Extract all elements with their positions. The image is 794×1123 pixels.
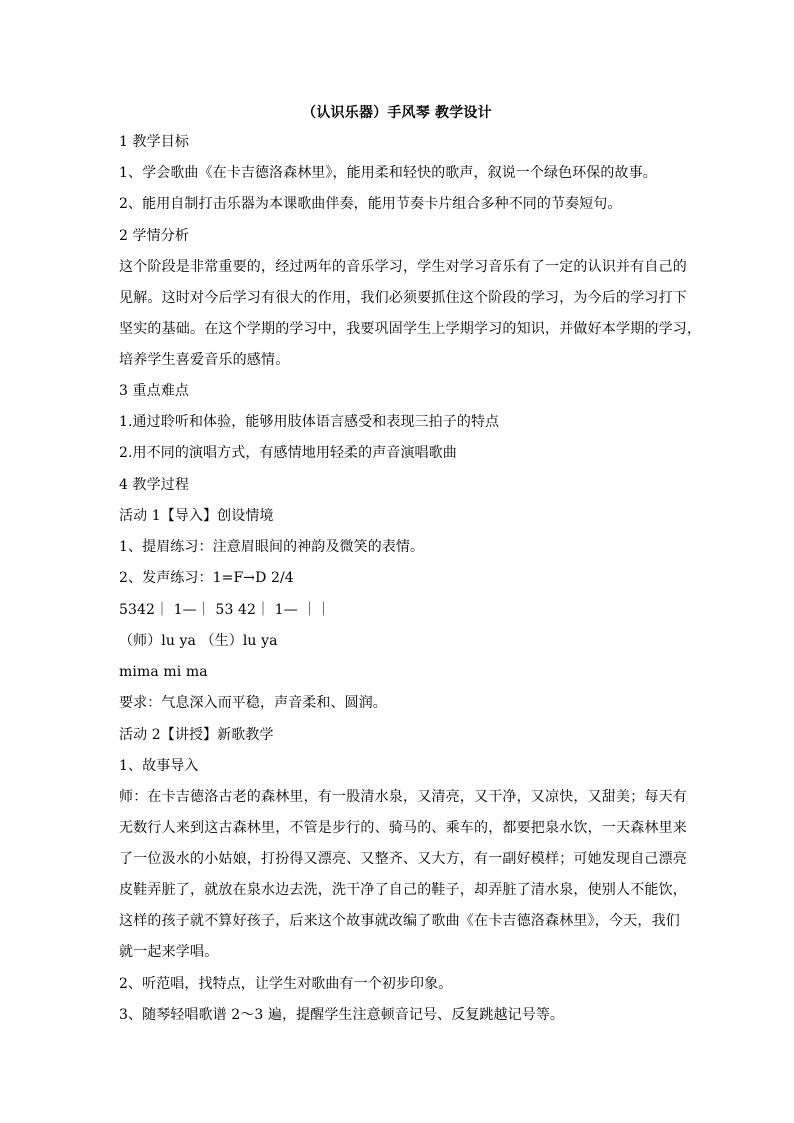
paragraph-line: 无数行人来到这古森林里，不管是步行的、骑马的、乘车的，都要把泉水饮，一天森林里来	[119, 820, 687, 836]
paragraph-line: 这个阶段是非常重要的，经过两年的音乐学习，学生对学习音乐有了一定的认识并有自己的	[119, 259, 687, 275]
story-intro-heading: 1、故事导入	[119, 758, 199, 774]
section-heading-student-analysis: 2 学情分析	[119, 228, 189, 244]
key-point-2: 2.用不同的演唱方式，有感情地用轻柔的声音演唱歌曲	[119, 445, 457, 461]
paragraph-line: 坚实的基础。在这个学期的学习中，我要巩固学生上学期学习的知识，并做好本学期的学习，	[119, 321, 702, 337]
document-title: （认识乐器）手风琴 教学设计	[302, 105, 492, 121]
paragraph-line: 见解。这时对今后学习有很大的作用，我们必须要抓住这个阶段的学习，为今后的学习打下	[119, 290, 687, 306]
paragraph-line: 就一起来学唱。	[119, 944, 219, 960]
step-follow-piano: 3、随琴轻唱歌谱 2～3 遍，提醒学生注意顿音记号、反复跳越记号等。	[119, 1007, 565, 1023]
key-point-1: 1.通过聆听和体验，能够用肢体语言感受和表现三拍子的特点	[119, 414, 500, 430]
activity-1-heading: 活动 1【导入】创设情境	[119, 508, 274, 524]
story-paragraph	[119, 782, 687, 968]
lyrics-line-1: （师）lu ya （生）lu ya	[119, 633, 278, 649]
section-heading-key-points: 3 重点难点	[119, 383, 189, 399]
step-eyebrow-exercise: 1、提眉练习：注意眉眼间的神韵及微笑的表情。	[119, 539, 425, 555]
paragraph-line: 这样的孩子就不算好孩子，后来这个故事就改编了歌曲《在卡吉德洛森林里》，今天，我们	[119, 913, 680, 929]
paragraph-line: 师：在卡吉德洛古老的森林里，有一股清水泉，又清亮，又干净，又凉快，又甜美；每天有	[119, 789, 687, 805]
requirement-note: 要求：气息深入而平稳，声音柔和、圆润。	[119, 695, 387, 711]
paragraph-line: 了一位汲水的小姑娘，打扮得又漂亮、又整齐、又大方，有一副好模样；可她发现自己漂亮	[119, 851, 687, 867]
section-heading-teaching-process: 4 教学过程	[119, 477, 189, 493]
goal-item-1: 1、学会歌曲《在卡吉德洛森林里》，能用柔和轻快的歌声，叙说一个绿色环保的故事。	[119, 165, 657, 181]
paragraph-line: 培养学生喜爱音乐的感情。	[119, 352, 290, 368]
paragraph-line: 皮鞋弄脏了，就放在泉水边去洗，洗干净了自己的鞋子，却弄脏了清水泉，使别人不能饮，	[119, 882, 687, 898]
section-heading-teaching-goals: 1 教学目标	[119, 134, 189, 150]
goal-item-2: 2、能用自制打击乐器为本课歌曲伴奏，能用节奏卡片组合多种不同的节奏短句。	[119, 196, 622, 212]
student-analysis-paragraph	[119, 252, 702, 376]
step-listen-demo: 2、听范唱，找特点，让学生对歌曲有一个初步印象。	[119, 976, 453, 992]
lyrics-line-2: mima mi ma	[119, 664, 208, 680]
step-vocal-exercise: 2、发声练习：1=F→D 2/4	[119, 570, 294, 586]
music-notation: 5342｜ 1—｜ 53 42｜ 1— ｜｜	[119, 602, 331, 618]
activity-2-heading: 活动 2【讲授】新歌教学	[119, 727, 274, 743]
